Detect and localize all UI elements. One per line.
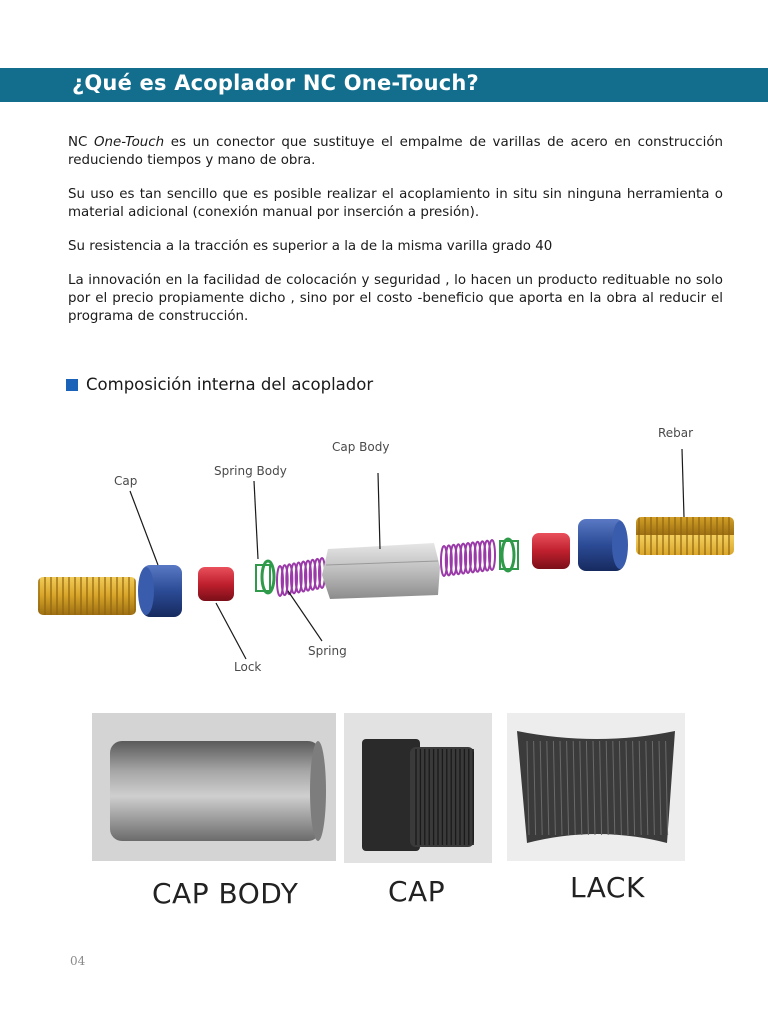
label-lock: Lock: [234, 660, 262, 674]
lock-right: [532, 533, 570, 569]
rebar-right: [636, 517, 734, 555]
intro-paragraph-2: Su uso es tan sencillo que es posible realizar el acoplamiento in situ sin ninguna herramienta o material adicional (conexión manual por inserción a presión).: [68, 187, 723, 220]
section-heading: [66, 375, 373, 394]
intro-paragraph-4: La innovación en la facilidad de colocación y seguridad , lo hacen un producto redituable no solo por el precio propiamente dicho , sino por el costo -beneficio que aporta en la obra al reducir el programa de construcción.: [68, 273, 723, 324]
spring-body-left: [256, 561, 274, 593]
page-title: ¿Qué es Acoplador NC One-Touch?: [72, 71, 479, 95]
cap-body-photo: [92, 713, 336, 861]
label-spring: Spring: [308, 644, 347, 658]
page-number: 04: [70, 954, 86, 968]
spring-left: [277, 558, 325, 596]
label-rebar: Rebar: [658, 426, 694, 440]
intro-p1-lead: NC: [68, 135, 94, 150]
intro-text: [68, 134, 723, 342]
lock-left: [198, 567, 234, 601]
cap-body: [322, 543, 440, 599]
cap-left: [138, 565, 182, 617]
lack-caption: LACK: [570, 871, 645, 904]
spring-body-right: [500, 539, 518, 571]
spring-right: [441, 540, 495, 576]
label-cap-body: Cap Body: [332, 440, 390, 454]
cap-photo: [344, 713, 492, 863]
intro-p1-rest: es un conector que sustituye el empalme de varillas de acero en construcción reduciendo tiempos y mano de obra.: [68, 135, 723, 168]
label-cap: Cap: [114, 474, 138, 488]
section-title: Composición interna del acoplador: [86, 375, 374, 394]
label-spring-body: Spring Body: [214, 464, 287, 478]
diagram-svg: [30, 415, 768, 697]
section-bullet-icon: [66, 379, 78, 391]
cap-caption: CAP: [388, 875, 446, 908]
exploded-diagram: [30, 415, 768, 697]
component-photos: [0, 705, 768, 920]
intro-paragraph-1: [68, 134, 723, 170]
cap-body-caption: CAP BODY: [152, 877, 299, 910]
rebar-left: [38, 577, 136, 615]
title-bar: [0, 68, 768, 102]
intro-p1-brand: One-Touch: [93, 135, 165, 150]
intro-paragraph-3: Su resistencia a la tracción es superior a la de la misma varilla grado 40: [68, 239, 553, 254]
lack-photo: [507, 713, 685, 861]
cap-right: [578, 519, 628, 571]
